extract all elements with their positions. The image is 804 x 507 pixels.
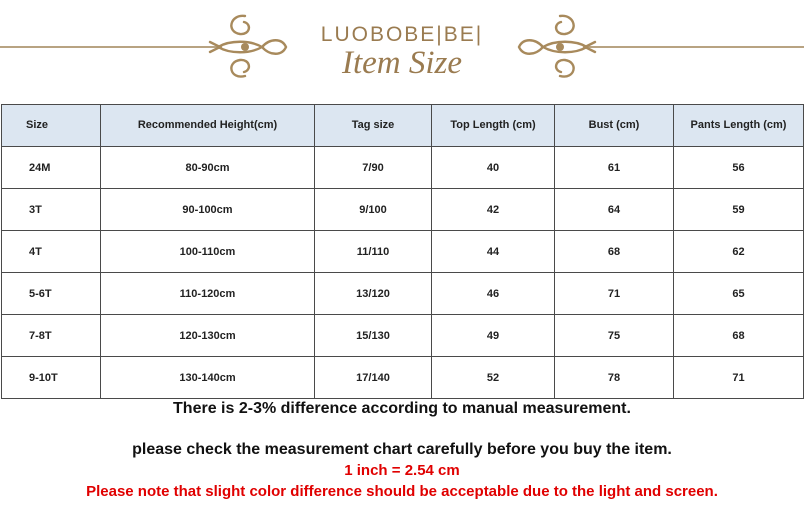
- cell-pants-length: 65: [674, 273, 804, 315]
- column-header-pants-length: Pants Length (cm): [674, 105, 804, 147]
- page-title: Item Size: [341, 45, 463, 81]
- cell-top-length: 49: [432, 315, 555, 357]
- cell-size: 24M: [2, 147, 101, 189]
- cell-pants-length: 68: [674, 315, 804, 357]
- cell-bust: 64: [555, 189, 674, 231]
- table-row: [2, 357, 804, 399]
- cell-bust: 75: [555, 315, 674, 357]
- cell-size: 7-8T: [2, 315, 101, 357]
- cell-bust: 61: [555, 147, 674, 189]
- cell-tag-size: 15/130: [315, 315, 432, 357]
- cell-height: 120-130cm: [101, 315, 315, 357]
- cell-bust: 71: [555, 273, 674, 315]
- cell-bust: 78: [555, 357, 674, 399]
- cell-height: 80-90cm: [101, 147, 315, 189]
- table-row: [2, 315, 804, 357]
- table-row: [2, 231, 804, 273]
- cell-top-length: 42: [432, 189, 555, 231]
- cell-pants-length: 71: [674, 357, 804, 399]
- cell-pants-length: 62: [674, 231, 804, 273]
- cell-tag-size: 9/100: [315, 189, 432, 231]
- cell-pants-length: 59: [674, 189, 804, 231]
- table-row: [2, 273, 804, 315]
- cell-tag-size: 7/90: [315, 147, 432, 189]
- size-chart-table: [1, 104, 804, 399]
- table-row: [2, 147, 804, 189]
- cell-size: 3T: [2, 189, 101, 231]
- cell-top-length: 40: [432, 147, 555, 189]
- cell-top-length: 46: [432, 273, 555, 315]
- check-chart-note: please check the measurement chart carefully before you buy the item.: [132, 441, 672, 458]
- measurement-difference-note: There is 2-3% difference according to manual measurement.: [173, 400, 631, 417]
- table-row: [2, 189, 804, 231]
- cell-height: 130-140cm: [101, 357, 315, 399]
- cell-size: 9-10T: [2, 357, 101, 399]
- cell-height: 90-100cm: [101, 189, 315, 231]
- page-header: [0, 0, 804, 100]
- column-header-height: Recommended Height(cm): [101, 105, 315, 147]
- column-header-tag-size: Tag size: [315, 105, 432, 147]
- cell-tag-size: 11/110: [315, 231, 432, 273]
- column-header-top-length: Top Length (cm): [432, 105, 555, 147]
- table-header-row: [2, 105, 804, 147]
- cell-tag-size: 17/140: [315, 357, 432, 399]
- cell-height: 100-110cm: [101, 231, 315, 273]
- brand-name: LUOBOBE|BE|: [320, 23, 484, 46]
- inch-conversion-note: 1 inch = 2.54 cm: [344, 462, 460, 479]
- cell-size: 4T: [2, 231, 101, 273]
- cell-top-length: 52: [432, 357, 555, 399]
- cell-height: 110-120cm: [101, 273, 315, 315]
- color-difference-note: Please note that slight color difference should be acceptable due to the light and screen.: [86, 483, 718, 500]
- cell-tag-size: 13/120: [315, 273, 432, 315]
- cell-bust: 68: [555, 231, 674, 273]
- cell-size: 5-6T: [2, 273, 101, 315]
- column-header-bust: Bust (cm): [555, 105, 674, 147]
- cell-top-length: 44: [432, 231, 555, 273]
- column-header-size: Size: [2, 105, 101, 147]
- cell-pants-length: 56: [674, 147, 804, 189]
